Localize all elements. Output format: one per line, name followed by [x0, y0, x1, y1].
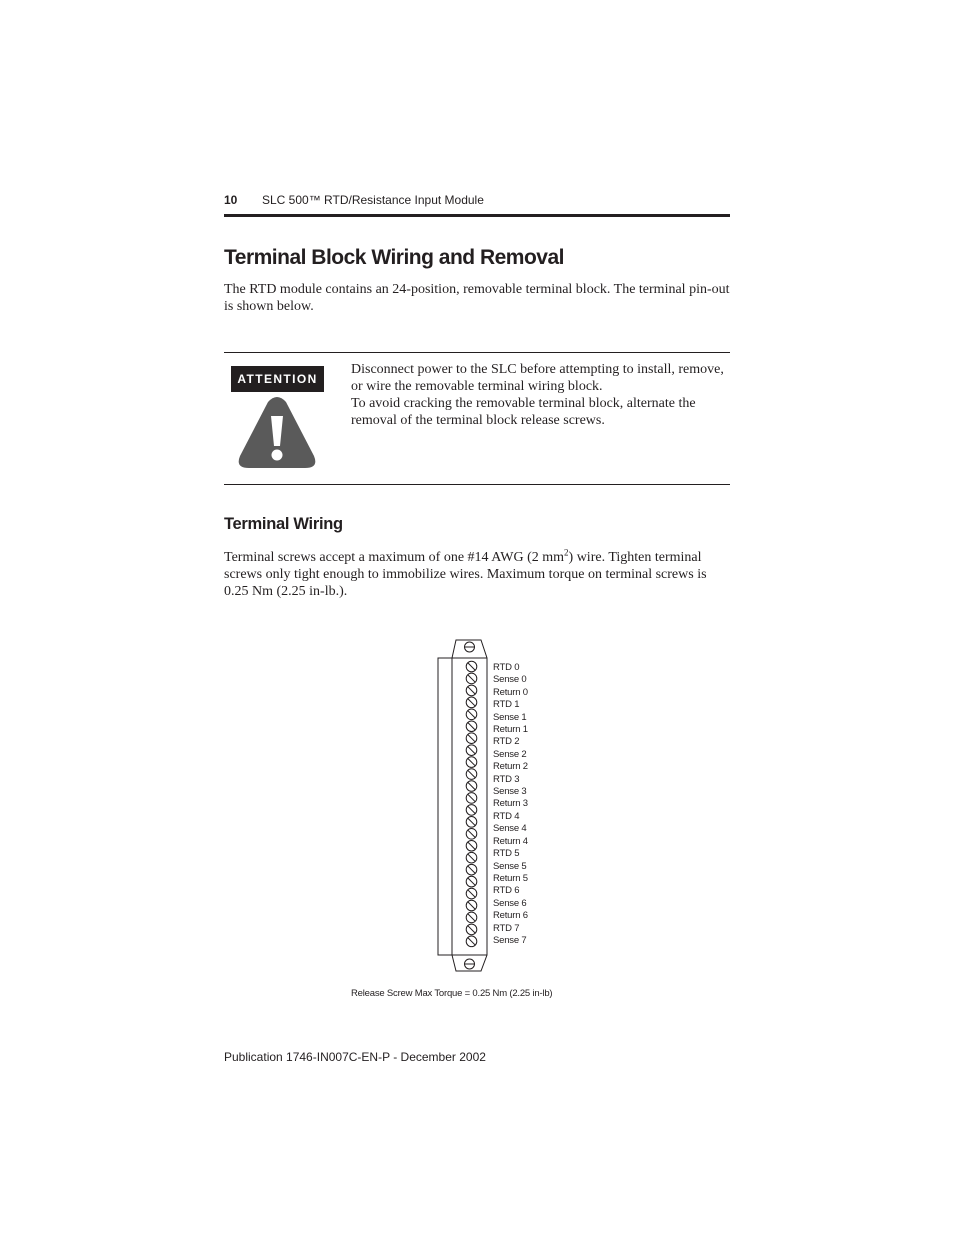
- terminal-screw: [466, 852, 477, 863]
- pin-label: Sense 5: [493, 860, 527, 872]
- pin-label: Sense 1: [493, 711, 527, 723]
- attention-paragraph-2: To avoid cracking the removable terminal block, alternate the removal of the terminal block release screws.: [351, 396, 696, 428]
- attention-badge: ATTENTION: [231, 366, 324, 392]
- wiring-text-start: Terminal screws accept a maximum of one #14 AWG (2 mm: [224, 550, 565, 565]
- terminal-screw: [466, 733, 477, 744]
- terminal-screw: [466, 912, 477, 923]
- terminal-screw: [466, 757, 477, 768]
- terminal-screw: [466, 900, 477, 911]
- warning-exclamation-icon: [237, 396, 317, 470]
- release-screw-top: [465, 642, 475, 652]
- terminal-block-side: [438, 658, 452, 955]
- pin-label: Return 1: [493, 724, 528, 736]
- pin-label: Return 2: [493, 761, 528, 773]
- terminal-screw: [466, 888, 477, 899]
- superscript: 2: [564, 547, 569, 558]
- pin-label: RTD 5: [493, 848, 520, 860]
- header-rule: [224, 214, 730, 217]
- pin-label: Return 4: [493, 835, 528, 847]
- pin-label: RTD 6: [493, 885, 520, 897]
- attention-bottom-rule: [224, 484, 730, 485]
- terminal-screw: [466, 781, 477, 792]
- attention-text: [351, 361, 731, 429]
- subsection-title: Terminal Wiring: [224, 515, 343, 533]
- pin-label: RTD 0: [493, 662, 520, 673]
- terminal-screw: [466, 709, 477, 720]
- pin-label: Return 5: [493, 872, 528, 884]
- terminal-screw: [466, 924, 477, 935]
- terminal-screw: [466, 817, 477, 828]
- terminal-screw: [466, 661, 477, 672]
- terminal-screw: [466, 864, 477, 875]
- running-header: [224, 192, 730, 218]
- wiring-text-end: ) wire. Tighten terminal screws only tight enough to immobilize wires. Maximum torque on terminal screws is 0.25 Nm (2.25 in-lb.).: [224, 550, 707, 599]
- terminal-screw: [466, 697, 477, 708]
- pin-label: Sense 6: [493, 897, 527, 909]
- terminal-screw: [466, 685, 477, 696]
- terminal-screw: [466, 673, 477, 684]
- pin-label: Sense 2: [493, 748, 527, 760]
- pin-label: Sense 3: [493, 786, 527, 798]
- terminal-screw: [466, 876, 477, 887]
- terminal-screw: [466, 721, 477, 732]
- pin-label: Return 6: [493, 910, 528, 922]
- terminal-screw: [466, 745, 477, 756]
- running-title: SLC 500™ RTD/Resistance Input Module: [262, 193, 484, 207]
- pin-label: RTD 4: [493, 810, 520, 822]
- terminal-screw: [466, 829, 477, 840]
- pin-label: RTD 2: [493, 736, 520, 748]
- section-title: Terminal Block Wiring and Removal: [224, 246, 564, 269]
- release-screw-caption: Release Screw Max Torque = 0.25 Nm (2.25 in-lb): [351, 988, 553, 999]
- release-screw-bottom: [465, 959, 475, 969]
- terminal-screw: [466, 769, 477, 780]
- terminal-screw: [466, 936, 477, 947]
- page-number: 10: [224, 193, 238, 207]
- pin-label: RTD 1: [493, 699, 520, 711]
- pin-label: Sense 0: [493, 674, 527, 686]
- pin-label: Return 0: [493, 686, 528, 698]
- terminal-screws: [466, 661, 477, 946]
- terminal-screw: [466, 793, 477, 804]
- pin-label: Sense 7: [493, 934, 527, 946]
- pin-label: RTD 7: [493, 922, 520, 934]
- terminal-screw: [466, 840, 477, 851]
- wiring-paragraph: [224, 549, 730, 600]
- attention-paragraph-1: Disconnect power to the SLC before attempting to install, remove, or wire the removable terminal wiring block.: [351, 362, 724, 394]
- pin-label: RTD 3: [493, 773, 520, 785]
- intro-paragraph: The RTD module contains an 24-position, removable terminal block. The terminal pin-out is shown below.: [224, 282, 730, 314]
- pin-label-list: [493, 662, 528, 947]
- pin-label: Sense 4: [493, 823, 527, 835]
- pin-label: Return 3: [493, 798, 528, 810]
- attention-top-rule: [224, 352, 730, 353]
- publication-footer: Publication 1746-IN007C-EN-P - December 2002: [224, 1050, 486, 1064]
- terminal-screw: [466, 805, 477, 816]
